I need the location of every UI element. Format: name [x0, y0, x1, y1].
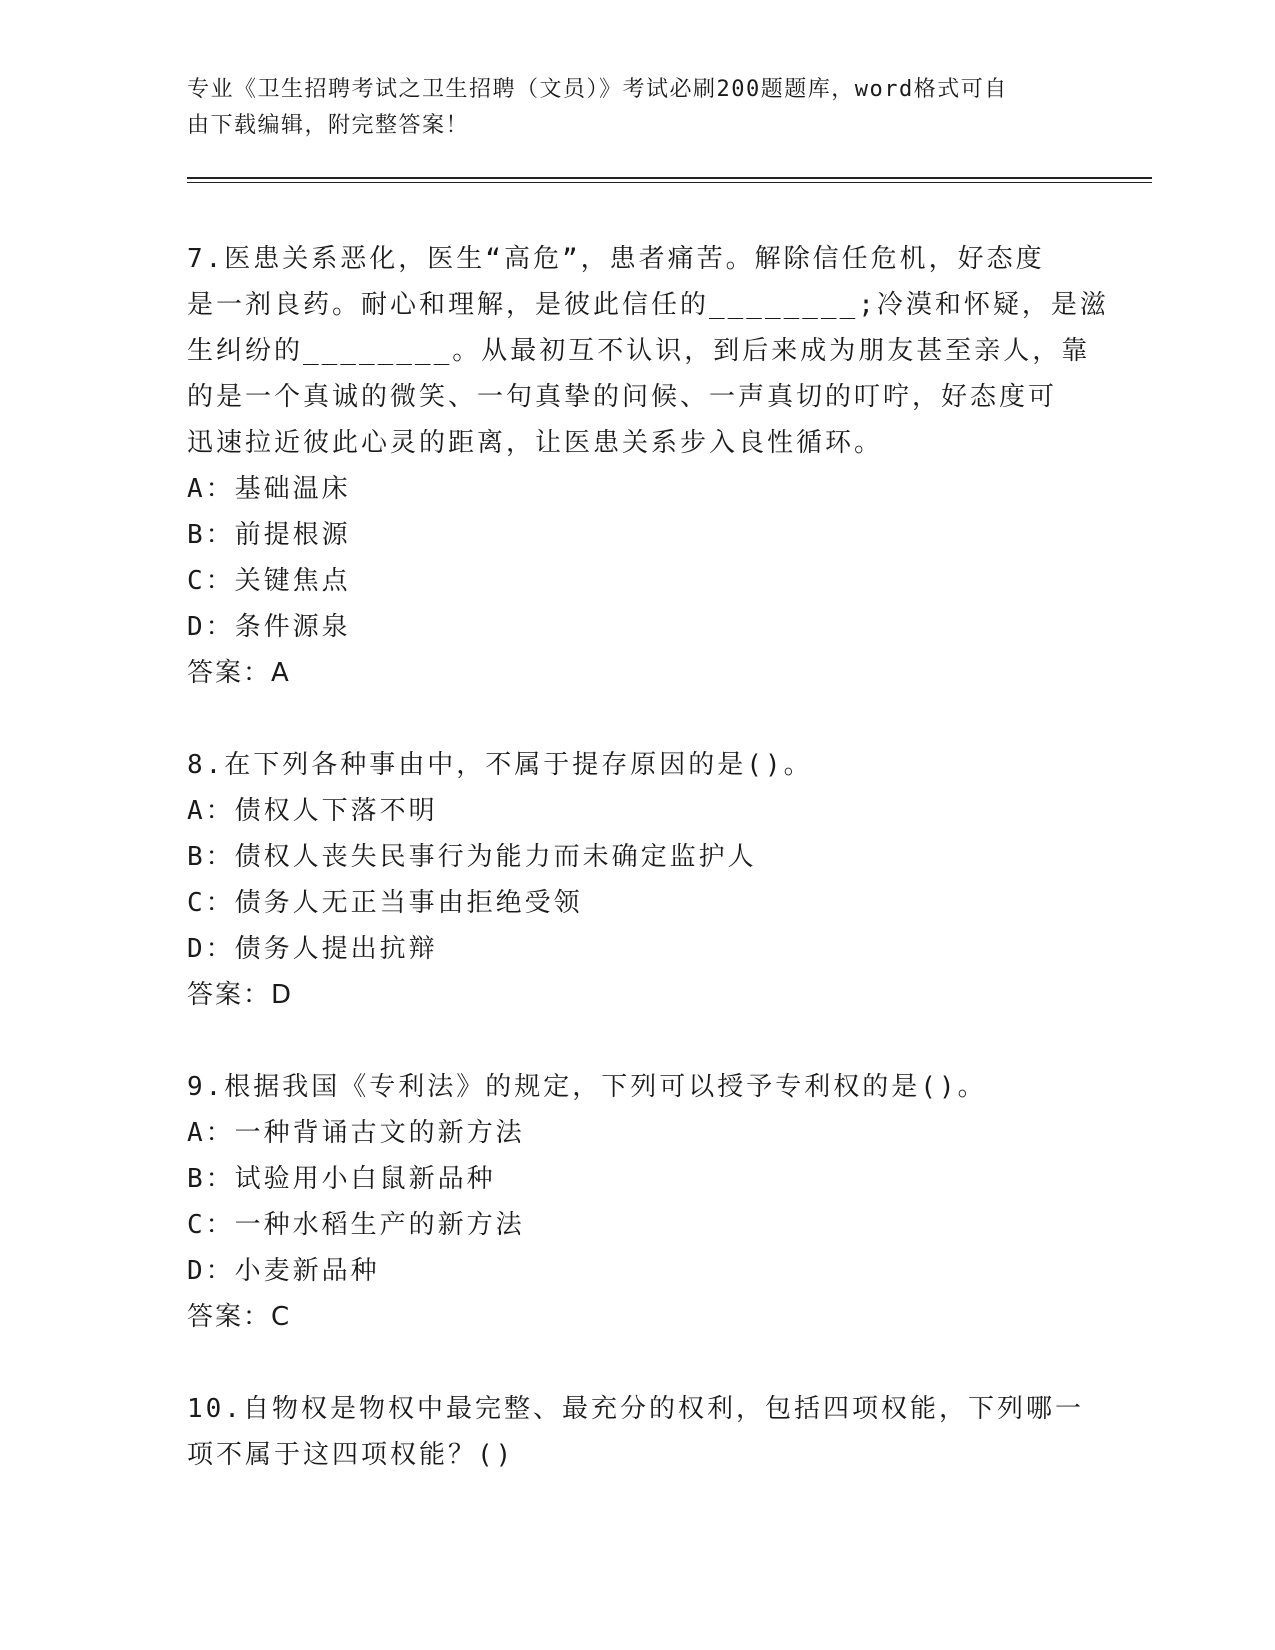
question-7: [187, 236, 1109, 696]
option-a: A：基础温床: [187, 474, 351, 504]
question-text-line: 迅速拉近彼此心灵的距离，让医患关系步入良性循环。: [187, 428, 884, 458]
header-divider: [187, 177, 1152, 179]
question-text-line: 10.自物权是物权中最完整、最充分的权利，包括四项权能，下列哪一: [187, 1394, 1084, 1424]
question-10: [187, 1386, 1087, 1478]
answer-line: 答案：D: [187, 980, 294, 1010]
option-a: A：债权人下落不明: [187, 796, 438, 826]
question-9: [187, 1064, 1087, 1340]
option-a: A：一种背诵古文的新方法: [187, 1118, 525, 1148]
option-b: B：前提根源: [187, 520, 351, 550]
header-line-2: 由下载编辑，附完整答案！: [187, 113, 470, 138]
header-line-1: 专业《卫生招聘考试之卫生招聘（文员）》考试必刷200题题库，word格式可自: [187, 77, 1008, 102]
question-text-line: 7.医患关系恶化，医生“高危”，患者痛苦。解除信任危机，好态度: [187, 244, 1045, 274]
option-c: C：关键焦点: [187, 566, 351, 596]
page-header: [187, 72, 1087, 144]
option-c: C：一种水稻生产的新方法: [187, 1210, 525, 1240]
question-list: [187, 236, 1109, 1524]
answer-line: 答案：C: [187, 1302, 292, 1332]
question-8: [187, 742, 1087, 1018]
option-d: D：债务人提出抗辩: [187, 934, 438, 964]
option-d: D：小麦新品种: [187, 1256, 380, 1286]
answer-line: 答案：A: [187, 658, 291, 688]
option-d: D：条件源泉: [187, 612, 351, 642]
option-c: C：债务人无正当事由拒绝受领: [187, 888, 583, 918]
question-text-line: 的是一个真诚的微笑、一句真挚的问候、一声真切的叮咛，好态度可: [187, 382, 1058, 412]
question-text-line: 9.根据我国《专利法》的规定，下列可以授予专利权的是()。: [187, 1072, 987, 1102]
option-b: B：债权人丧失民事行为能力而未确定监护人: [187, 842, 757, 872]
question-text-line: 8.在下列各种事由中，不属于提存原因的是()。: [187, 750, 813, 780]
question-text-line: 项不属于这四项权能？(): [187, 1440, 515, 1470]
question-text-line: 是一剂良药。耐心和理解，是彼此信任的________;冷漠和怀疑，是滋: [187, 290, 1109, 320]
question-text-line: 生纠纷的________。从最初互不认识，到后来成为朋友甚至亲人，靠: [187, 336, 1091, 366]
header-divider-thin: [187, 182, 1152, 183]
option-b: B：试验用小白鼠新品种: [187, 1164, 496, 1194]
